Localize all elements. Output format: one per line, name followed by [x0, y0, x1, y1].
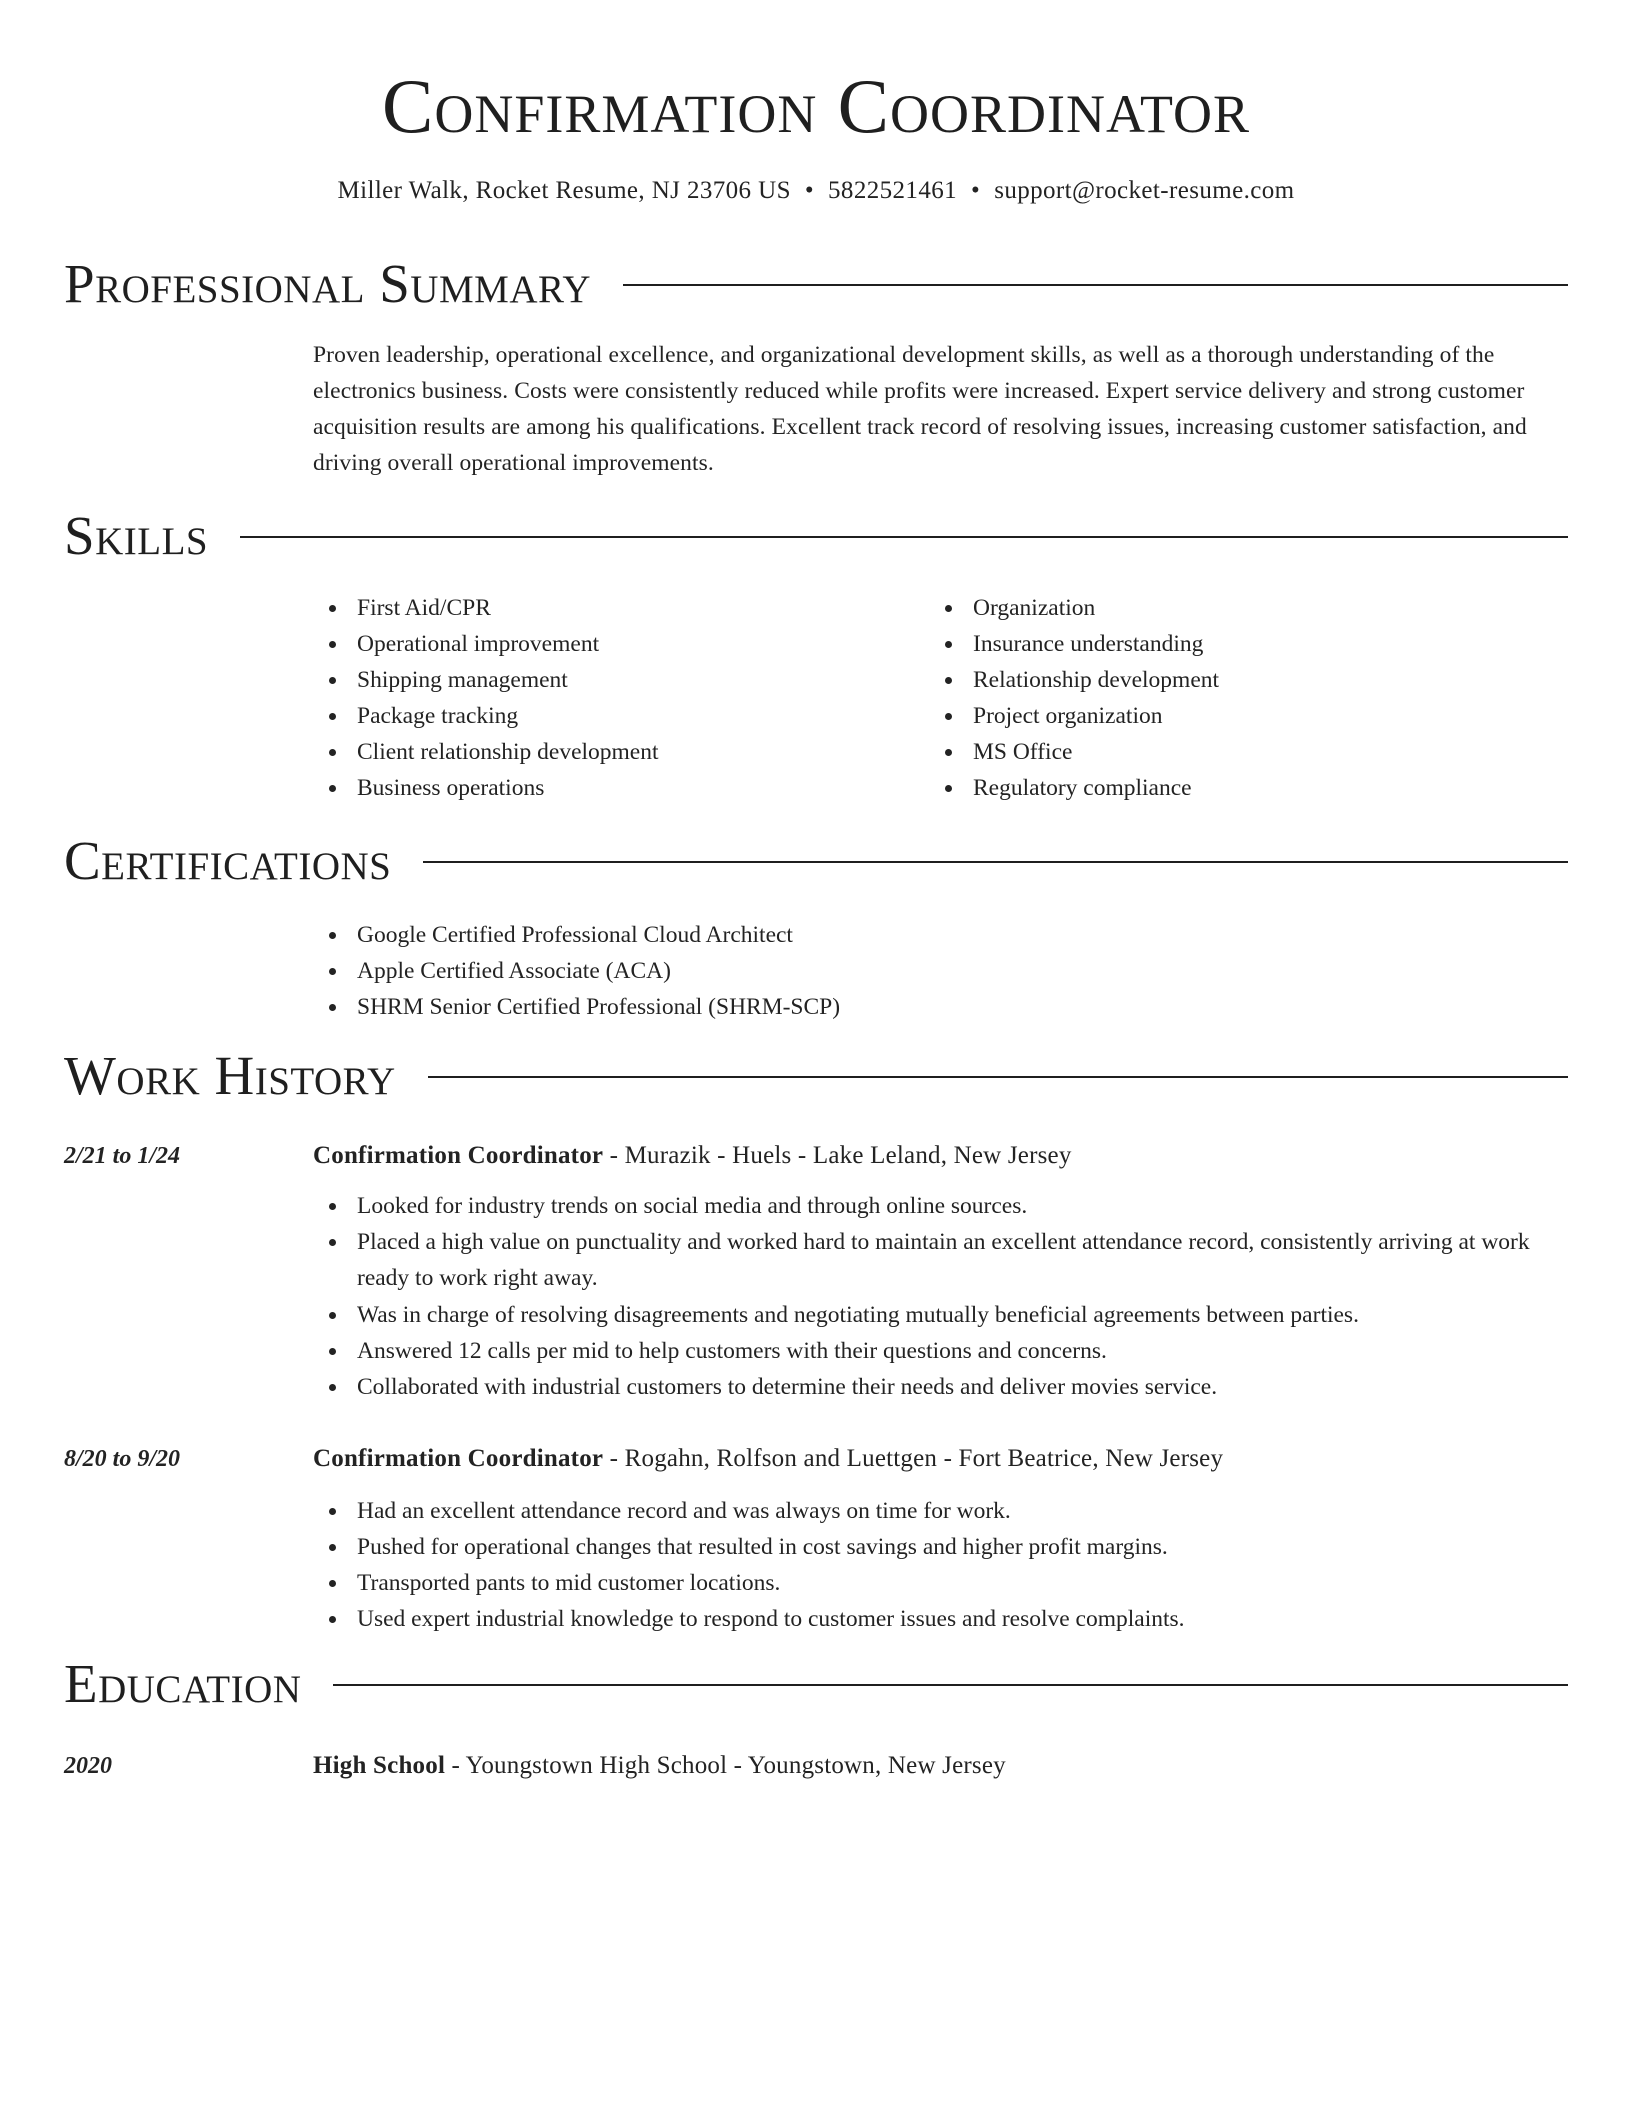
section-header-work-history — [64, 1044, 1568, 1108]
job-details: - Murazik - Huels - Lake Leland, New Jersey — [603, 1142, 1072, 1169]
education-entry — [64, 1748, 1568, 1788]
skill-item: Client relationship development — [313, 734, 913, 770]
phone: 5822521461 — [828, 177, 958, 204]
section-header-education — [64, 1652, 1568, 1716]
job-bullet: Transported pants to mid customer locations. — [313, 1565, 1568, 1601]
section-title: Education — [64, 1653, 302, 1714]
job-bullet: Was in charge of resolving disagreements and negotiating mutually beneficial agreements between parties. — [313, 1297, 1568, 1333]
skill-item: Shipping management — [313, 662, 913, 698]
job-bullets — [313, 1493, 1568, 1637]
skill-item: Package tracking — [313, 698, 913, 734]
job-role: Confirmation Coordinator — [313, 1142, 604, 1169]
skill-item: Operational improvement — [313, 626, 913, 662]
section-rule — [428, 1076, 1568, 1078]
education-year: 2020 — [64, 1753, 112, 1779]
section-title: Professional Summary — [64, 253, 592, 314]
skill-item: Insurance understanding — [929, 626, 1529, 662]
job-role: Confirmation Coordinator — [313, 1445, 604, 1472]
separator-dot: • — [971, 177, 981, 204]
address: Miller Walk, Rocket Resume, NJ 23706 US — [337, 177, 791, 204]
skill-item: MS Office — [929, 734, 1529, 770]
section-header-summary — [64, 252, 1568, 316]
job-details: - Rogahn, Rolfson and Luettgen - Fort Beatrice, New Jersey — [603, 1445, 1224, 1472]
job-bullet: Collaborated with industrial customers to determine their needs and deliver movies service. — [313, 1369, 1568, 1405]
section-rule — [333, 1684, 1568, 1686]
section-title: Work History — [64, 1045, 396, 1106]
job-bullet: Placed a high value on punctuality and worked hard to maintain an excellent attendance record, consistently arriving at work ready to work right away. — [313, 1224, 1568, 1297]
education-degree: High School — [313, 1752, 446, 1779]
skill-item: Relationship development — [929, 662, 1529, 698]
section-header-certifications — [64, 829, 1568, 893]
job-bullet: Answered 12 calls per mid to help customers with their questions and concerns. — [313, 1333, 1568, 1369]
summary-text: Proven leadership, operational excellence, and organizational development skills, as well as a thorough understanding of the electronics business. Costs were consistently reduced while profits were increased. Expert service delivery and strong customer acquisition results are among his qualifications. Excellent track record of resolving issues, increasing customer satisfaction, and driving overall operational improvements. — [313, 342, 1527, 476]
section-rule — [240, 536, 1568, 538]
certification-item: Apple Certified Associate (ACA) — [313, 953, 1568, 989]
section-title: Skills — [64, 505, 209, 566]
section-title: Certifications — [64, 830, 392, 891]
job-dates: 8/20 to 9/20 — [64, 1446, 181, 1472]
job-bullets — [313, 1188, 1568, 1405]
job-entry — [64, 1441, 1568, 1641]
skills-list-left — [313, 590, 913, 806]
separator-dot: • — [804, 177, 815, 204]
job-bullet: Had an excellent attendance record and was always on time for work. — [313, 1493, 1568, 1529]
job-dates: 2/21 to 1/24 — [64, 1143, 181, 1169]
certifications-list — [313, 917, 1568, 1025]
skill-item: First Aid/CPR — [313, 590, 913, 626]
skill-item: Organization — [929, 590, 1529, 626]
contact-line — [0, 174, 1632, 208]
email: support@rocket-resume.com — [994, 177, 1295, 204]
education-heading — [313, 1748, 1006, 1784]
certification-item: Google Certified Professional Cloud Architect — [313, 917, 1568, 953]
section-rule — [423, 861, 1568, 863]
skill-item: Regulatory compliance — [929, 770, 1529, 806]
job-bullet: Looked for industry trends on social media and through online sources. — [313, 1188, 1568, 1224]
skills-list-right — [929, 590, 1529, 806]
section-rule — [623, 284, 1568, 286]
candidate-name: Confirmation Coordinator — [381, 63, 1250, 149]
skill-item: Project organization — [929, 698, 1529, 734]
section-header-skills — [64, 504, 1568, 568]
skill-item: Business operations — [313, 770, 913, 806]
job-heading — [313, 1138, 1072, 1174]
job-entry — [64, 1138, 1568, 1408]
job-bullet: Pushed for operational changes that resulted in cost savings and higher profit margins. — [313, 1529, 1568, 1565]
job-bullet: Used expert industrial knowledge to respond to customer issues and resolve complaints. — [313, 1601, 1568, 1637]
education-details: - Youngstown High School - Youngstown, New Jersey — [445, 1752, 1006, 1779]
job-heading — [313, 1441, 1223, 1477]
certification-item: SHRM Senior Certified Professional (SHRM-SCP) — [313, 989, 1568, 1025]
